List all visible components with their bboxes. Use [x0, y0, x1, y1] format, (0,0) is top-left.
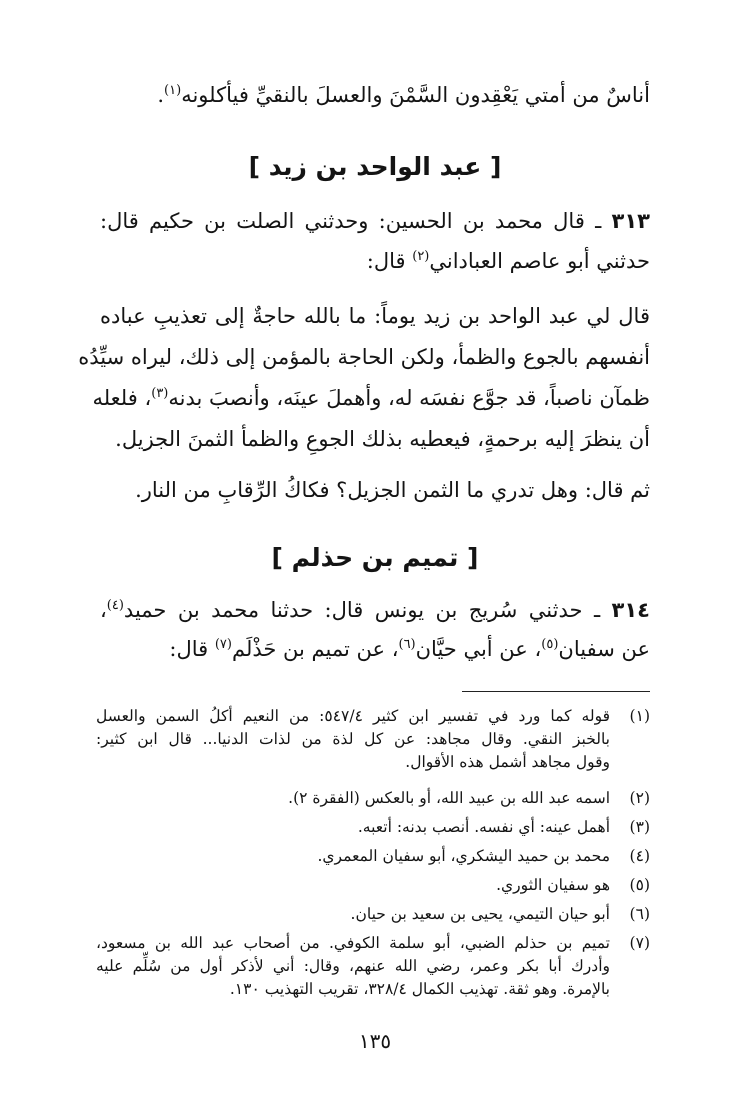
footnote-marker: (٢) [629, 789, 650, 807]
section-heading-tamim: [ تميم بن حذلم ] [271, 543, 479, 572]
footnote-ref-6: (٦) [398, 637, 416, 652]
footnote-line: بالإمرة. وهو ثقة. تهذيب الكمال ٣٢٨/٤، تقريب التهذيب ١٣٠. [229, 980, 610, 998]
footnote-marker: (٦) [629, 905, 650, 923]
isnad-text: ـ قال محمد بن الحسين: وحدثني الصلت بن حكيم قال: [100, 209, 602, 233]
footnote-text [96, 705, 610, 774]
closing-text: ثم قال: وهل تدري ما الثمن الجزيل؟ فكاكُ الرِّقابِ من النار. [135, 478, 650, 502]
footnote-line: بالخبز النقي. وقال مجاهد: عن كل لذة من لذات الدنيا... قال ابن كثير: [96, 730, 610, 748]
closing-line [100, 475, 650, 505]
paragraph-text: أن ينظرَ إليه برحمةٍ، فيعطيه بذلك الجوعِ والظمأ الثمنَ الجزيل. [115, 427, 650, 451]
footnote-line: وقول مجاهد أشمل هذه الأقوال. [405, 753, 610, 771]
footnote-text: هو سفيان الثوري. [496, 876, 610, 894]
footnote-1 [96, 705, 650, 774]
footnote-text: أهمل عينه: أي نفسه. أنصب بدنه: أتعبه. [357, 818, 610, 836]
page-number: ١٣٥ [358, 1029, 392, 1053]
footnote-6 [96, 903, 650, 926]
footnote-line: وأدرك أبا بكر وعمر، رضي الله عنهم، وقال: أني لأذكر أول من سُلِّم عليه [96, 957, 610, 975]
isnad-text-end: قال: [169, 637, 215, 661]
paragraph-line-1 [100, 301, 650, 331]
isnad-text: حدثني أبو عاصم العباداني [429, 249, 650, 273]
footnote-marker: (٧) [629, 934, 650, 952]
intro-end: . [157, 83, 165, 107]
isnad-text: ، عن تميم بن حَذْلَم [231, 637, 399, 661]
footnote-7 [96, 932, 650, 1001]
paragraph-line-2 [78, 342, 650, 372]
entry-313-isnad-line-2 [100, 246, 650, 276]
paragraph-text: أنفسهم بالجوع والظمأ، ولكن الحاجة بالمؤمن إلى ذلك، ليراه سيِّدُه [78, 345, 650, 369]
paragraph-line-4 [100, 424, 650, 454]
footnote-ref-7: (٧) [214, 637, 232, 652]
isnad-text: ، عن أبي حيَّان [415, 637, 542, 661]
isnad-text: ـ حدثني سُريج بن يونس قال: حدثنا محمد بن حميد [123, 598, 601, 622]
footnote-marker: (٤) [629, 847, 650, 865]
footnote-separator [462, 691, 650, 692]
footnote-marker: (١) [629, 707, 650, 725]
isnad-text-end: ، [100, 598, 107, 622]
entry-314-isnad-line-1 [100, 595, 650, 625]
footnote-ref-5: (٥) [541, 637, 559, 652]
footnote-text [96, 932, 610, 1001]
footnote-5 [96, 874, 650, 897]
footnote-ref-1: (١) [164, 83, 182, 98]
entry-number-313: ٣١٣ [611, 209, 650, 233]
footnote-line: تميم بن حذلم الضبي، أبو سلمة الكوفي. من أصحاب عبد الله بن مسعود، [96, 934, 610, 952]
isnad-text-end: قال: [366, 249, 413, 273]
footnote-4 [96, 845, 650, 868]
entry-number-314: ٣١٤ [611, 598, 650, 622]
footnote-line: قوله كما ورد في تفسير ابن كثير ٥٤٧/٤: من النعيم أكلُ السمن والعسل [96, 707, 610, 725]
footnote-marker: (٣) [629, 818, 650, 836]
entry-313-isnad-line-1 [100, 206, 650, 236]
paragraph-line-3 [92, 383, 650, 413]
footnote-ref-4: (٤) [106, 598, 124, 613]
intro-line [100, 80, 650, 110]
footnote-marker: (٥) [629, 876, 650, 894]
isnad-text: عن سفيان [558, 637, 650, 661]
footnote-text: أبو حيان التيمي، يحيى بن سعيد بن حيان. [350, 905, 610, 923]
footnote-ref-2: (٢) [412, 249, 430, 264]
footnote-text: محمد بن حميد اليشكري، أبو سفيان المعمري. [317, 847, 610, 865]
entry-314-isnad-line-2 [100, 634, 650, 664]
footnote-ref-3: (٣) [151, 386, 169, 401]
section-heading-abd-al-wahid: [ عبد الواحد بن زيد ] [248, 152, 502, 181]
paragraph-text-end: ، فلعله [92, 386, 152, 410]
footnote-text: اسمه عبد الله بن عبيد الله، أو بالعكس (الفقرة ٢). [288, 789, 610, 807]
paragraph-text: قال لي عبد الواحد بن زيد يوماً: ما بالله حاجةٌ إلى تعذيبِ عباده [100, 304, 650, 328]
intro-text: أناسٌ من أمتي يَعْقِدون السَّمْنَ والعسلَ بالنقيِّ فيأكلونه [181, 83, 650, 107]
footnote-2 [96, 787, 650, 810]
footnote-3 [96, 816, 650, 839]
paragraph-text: ظمآن ناصباً، قد جوَّع نفسَه له، وأهملَ عينَه، وأنصبَ بدنه [168, 386, 650, 410]
